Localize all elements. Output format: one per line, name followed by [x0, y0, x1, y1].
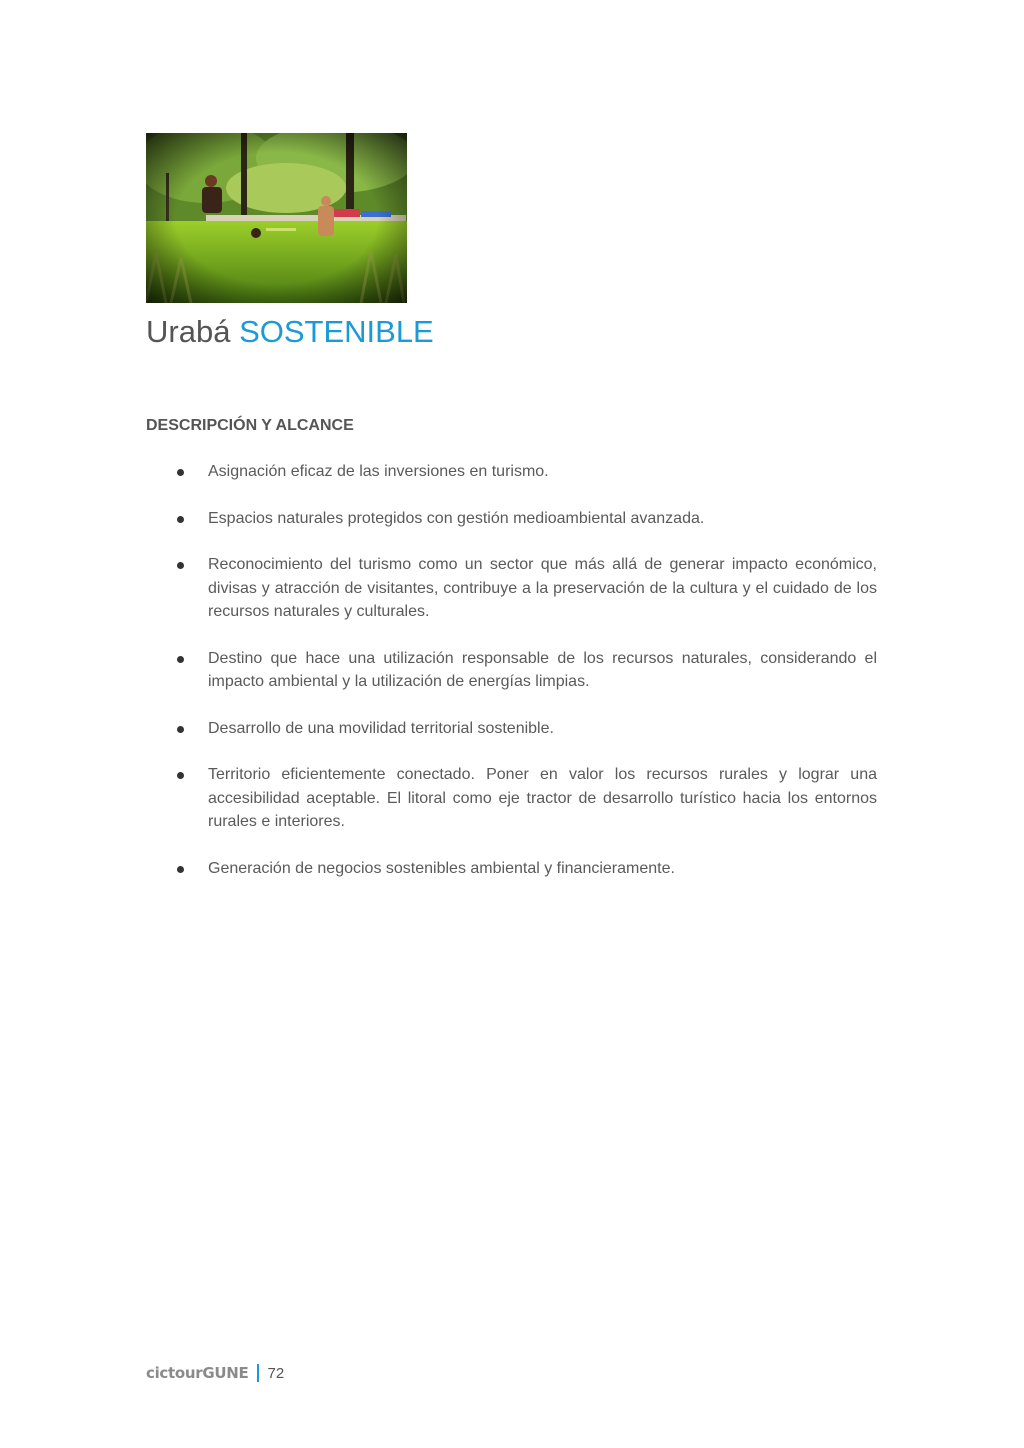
list-item-text: Destino que hace una utilización responsable de los recursos naturales, considerando el impacto ambiental y la utilización de energías limpias.	[208, 649, 877, 690]
footer-separator	[257, 1364, 259, 1382]
bullet-icon	[177, 516, 184, 523]
page-title	[146, 312, 434, 352]
bullet-icon	[177, 772, 184, 779]
page-footer	[146, 1360, 284, 1386]
bullet-icon	[177, 656, 184, 663]
list-item-text: Desarrollo de una movilidad territorial sostenible.	[208, 719, 554, 737]
list-item	[146, 647, 877, 694]
title-accent: SOSTENIBLE	[239, 314, 434, 349]
list-item-text: Reconocimiento del turismo como un sector que más allá de generar impacto económico, divisas y atracción de visitantes, contribuye a la preservación de la cultura y el cuidado de los recursos naturales y culturales.	[208, 556, 877, 620]
list-item	[146, 553, 877, 624]
list-item	[146, 507, 877, 531]
list-item-text: Asignación eficaz de las inversiones en turismo.	[208, 463, 549, 480]
title-plain: Urabá	[146, 314, 231, 349]
list-item-text: Territorio eficientemente conectado. Poner en valor los recursos rurales y lograr una accesibilidad aceptable. El litoral como eje tractor de desarrollo turístico hacia los entornos rurales e interiores.	[208, 766, 877, 830]
list-item	[146, 717, 877, 741]
page-number: 72	[267, 1364, 285, 1382]
list-item	[146, 460, 877, 484]
header-photo	[146, 133, 407, 303]
bullet-icon	[177, 866, 184, 873]
section-heading: DESCRIPCIÓN Y ALCANCE	[146, 417, 354, 434]
cictourgune-logo: cictourGUNE	[146, 1364, 249, 1382]
bullet-icon	[177, 562, 184, 569]
list-item-text: Generación de negocios sostenibles ambiental y financieramente.	[208, 859, 675, 877]
list-item	[146, 857, 877, 881]
bullet-icon	[177, 726, 184, 733]
bullet-icon	[177, 469, 184, 476]
bullet-list	[146, 460, 877, 903]
list-item-text: Espacios naturales protegidos con gestión medioambiental avanzada.	[208, 509, 705, 527]
list-item	[146, 763, 877, 834]
